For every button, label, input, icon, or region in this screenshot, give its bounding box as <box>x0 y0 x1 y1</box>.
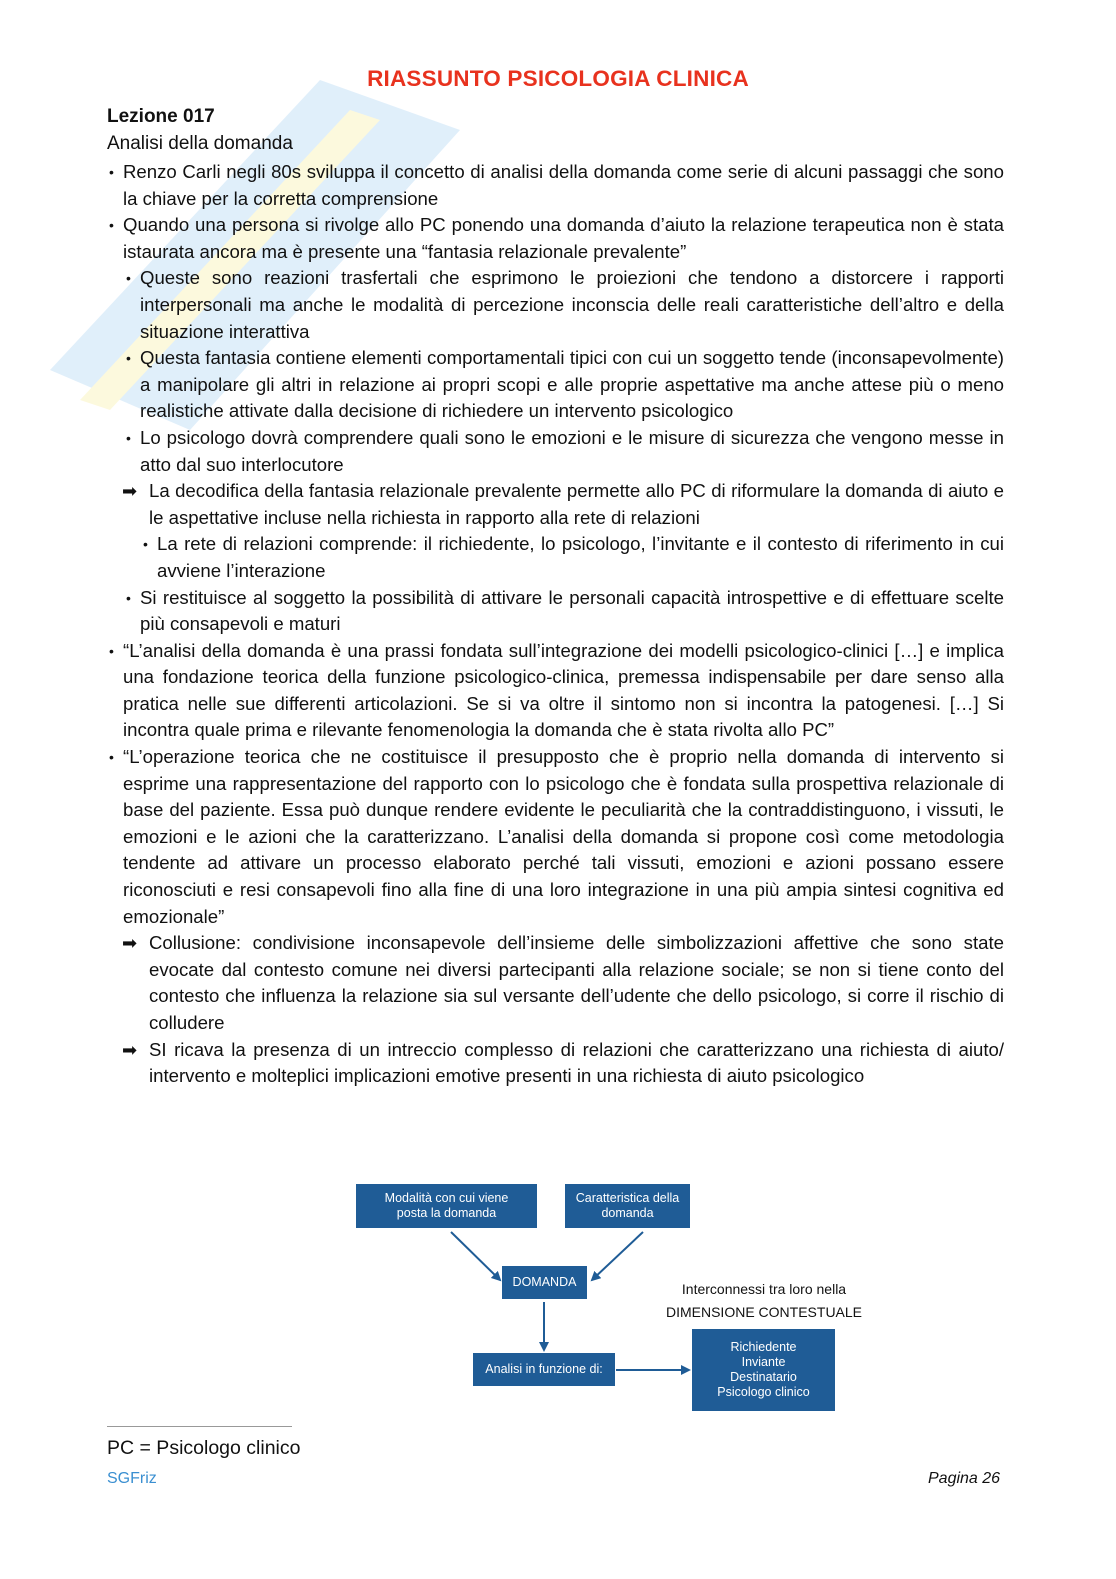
bullet-icon: • <box>109 217 114 234</box>
arrow-right-icon: ➡ <box>122 1039 138 1060</box>
diagram-box-ruoli: Richiedente Inviante Destinatario Psicologo clinico <box>692 1329 835 1411</box>
bullet-icon: • <box>109 164 114 180</box>
footnote-divider <box>107 1426 292 1427</box>
diagram-note-line2: DIMENSIONE CONTESTUALE <box>665 1304 863 1320</box>
page-number: Pagina 26 <box>928 1470 1001 1487</box>
list-item: ➡ SI ricava la presenza di un intreccio complesso di relazioni che caratterizzano una richiesta di aiuto/ intervento e molteplici implicazioni emotive presenti in una richiesta di aiuto psicologico <box>122 1038 1004 1087</box>
bullet-icon: • <box>126 350 131 367</box>
list-item: ➡ La decodifica della fantasia relazionale prevalente permette allo PC di riformulare la domanda di aiuto e le aspettative incluse nella richiesta in rapporto alla rete di relazioni <box>122 480 1004 528</box>
list-item: • Si restituisce al soggetto la possibilità di attivare le personali capacità introspettive e di effettuare scelte più consapevoli e maturi <box>126 586 1004 635</box>
bullet-icon: • <box>126 429 131 446</box>
section-subtitle: Analisi della domanda <box>107 133 293 154</box>
footer-author: SGFriz <box>107 1470 157 1487</box>
arrow-caratteristica-to-domanda <box>592 1232 643 1280</box>
list-item: • Queste sono reazioni trasfertali che esprimono le proiezioni che tendono a distorcere i rapporti interpersonali ma anche le modalità di percezione inconscia delle reali caratteristiche dell’altro e della situazione interattiva <box>126 267 1004 342</box>
list-item: • Renzo Carli negli 80s sviluppa il concetto di analisi della domanda come serie di alcuni passaggi che sono la chiave per la corretta comprensione <box>109 161 1004 209</box>
bullet-icon: • <box>109 642 114 659</box>
bullet-icon: • <box>109 749 114 766</box>
list-item: • “L’operazione teorica che ne costituisce il presupposto che è proprio nella domanda di intervento si esprime una rappresentazione del rapporto con lo psicologo che è fondata sulla prospettiva relazionale di base del paziente. Essa può dunque rendere evidente le peculiarità che la contraddistinguono, i vissuti, le emozioni e le azioni che la caratterizzano. L’analisi della domanda si propone così come metodologia tendente ad attivare un processo elaborato perché tali vissuti, emozioni e azioni possano essere riconosciuti e resi consapevoli fino alla fine di una loro integrazione in una più ampia sintesi cognitiva ed emozionale” <box>109 746 1004 927</box>
diagram-note-line1: Interconnessi tra loro nella <box>681 1281 847 1297</box>
list-item: • Lo psicologo dovrà comprendere quali sono le emozioni e le misure di sicurezza che vengono messe in atto dal suo interlocutore <box>126 426 1004 475</box>
page-title: RIASSUNTO PSICOLOGIA CLINICA <box>367 66 749 91</box>
diagram-box-caratteristica: Caratteristica della domanda <box>565 1184 690 1228</box>
bullet-icon: • <box>143 536 148 553</box>
diagram-box-analisi: Analisi in funzione di: <box>473 1353 615 1386</box>
arrow-right-icon: ➡ <box>122 481 138 502</box>
list-item: • La rete di relazioni comprende: il richiedente, lo psicologo, l’invitante e il contesto di riferimento in cui avviene l’interazione <box>143 533 1004 581</box>
arrow-modalita-to-domanda <box>451 1232 500 1280</box>
diagram-box-modalita: Modalità con cui viene posta la domanda <box>356 1184 537 1228</box>
notes-body <box>107 159 1004 1090</box>
list-item: ➡ Collusione: condivisione inconsapevole dell’insieme delle simbolizzazioni affettive che sono state evocate dal contesto comune nei diversi partecipanti alla relazione sociale; se non si tiene conto del contesto che influenza la relazione sia sul versante dell’udente che dello psicologo, si corre il rischio di colludere <box>122 932 1004 1033</box>
lesson-heading: Lezione 017 <box>107 106 215 127</box>
list-item: • “L’analisi della domanda è una prassi fondata sull’integrazione dei modelli psicologico-clinici […] e implica una fondazione teorica della funzione psicologico-clinica, premessa indispensabile per dare senso alla pratica nelle sue differenti articolazioni. Se si va oltre il sintomo non si incontra la patogenesi. […] Si incontra quale prima e rilevante fenomenologia la domanda che è stata rivolta allo PC” <box>109 639 1004 741</box>
bullet-icon: • <box>126 589 131 606</box>
list-item: • Questa fantasia contiene elementi comportamentali tipici con cui un soggetto tende (inconsapevolmente) a manipolare gli altri in relazione ai propri scopi e alle proprie aspettative ma anche attese più o meno realistiche attivate dalla decisione di richiedere un intervento psicologico <box>126 347 1004 422</box>
diagram-box-domanda: DOMANDA <box>502 1266 587 1299</box>
bullet-icon: • <box>126 270 131 287</box>
arrow-right-icon: ➡ <box>122 933 138 954</box>
footnote: PC = Psicologo clinico <box>107 1437 301 1459</box>
list-item: • Quando una persona si rivolge allo PC ponendo una domanda d’aiuto la relazione terapeutica non è stata istaurata ancora ma è presente una “fantasia relazionale prevalente” <box>109 214 1004 262</box>
